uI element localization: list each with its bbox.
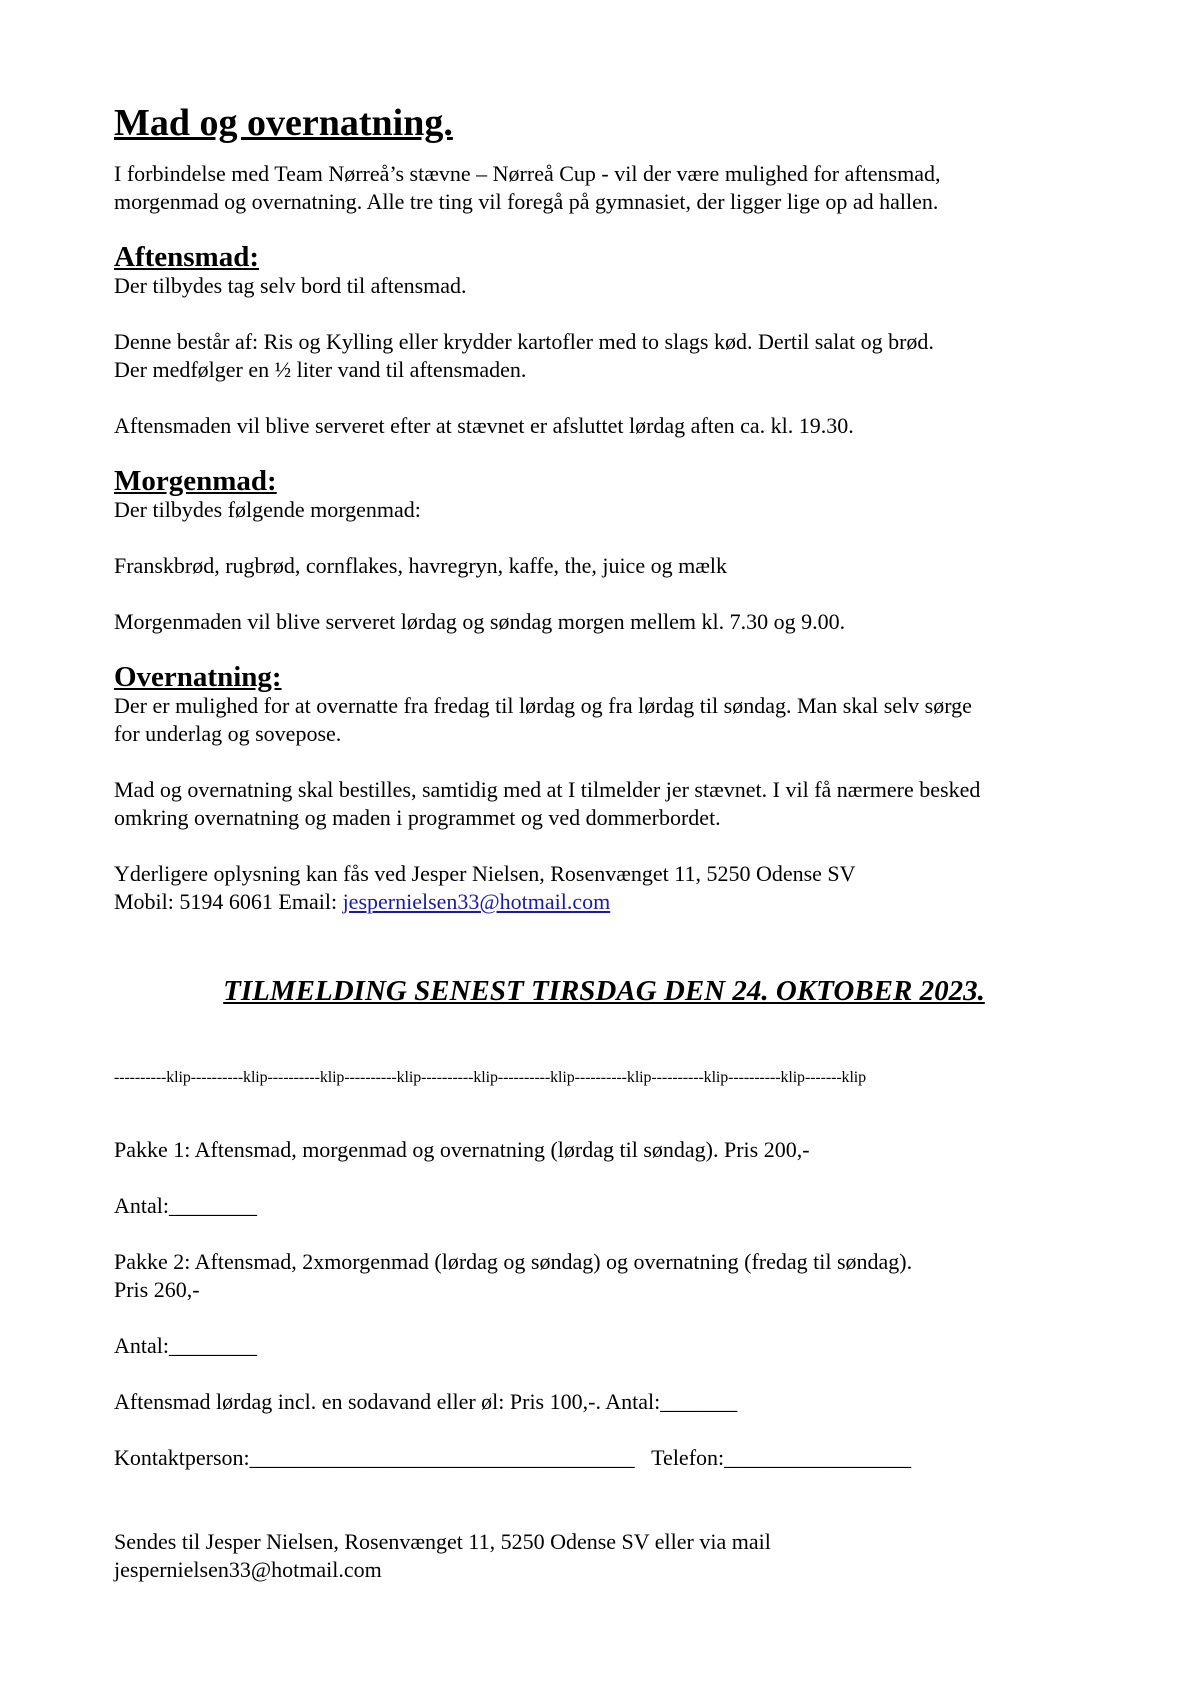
morgenmad-heading: Morgenmad: <box>114 465 277 497</box>
overnatning-line-1: Der er mulighed for at overnatte fra fredag til lørdag og fra lørdag til søndag. Man skal selv sørge <box>114 693 972 718</box>
pakke-2-price: Pris 260,- <box>114 1277 200 1302</box>
morgenmad-line-3: Morgenmaden vil blive serveret lørdag og søndag morgen mellem kl. 7.30 og 9.00. <box>114 609 846 634</box>
pakke-1-text: Pakke 1: Aftensmad, morgenmad og overnatning (lørdag til søndag). Pris 200,- <box>114 1137 810 1162</box>
overnatning-line-4: omkring overnatning og maden i programmet og ved dommerbordet. <box>114 805 721 830</box>
deadline-notice: TILMELDING SENEST TIRSDAG DEN 24. OKTOBER 2023. <box>223 975 985 1007</box>
intro-line-2: morgenmad og overnatning. Alle tre ting vil foregå på gymnasiet, der ligger lige op ad hallen. <box>114 189 939 214</box>
aftensmad-line-4: Aftensmaden vil blive serveret efter at stævnet er afsluttet lørdag aften ca. kl. 19.30. <box>114 413 854 438</box>
morgenmad-line-2: Franskbrød, rugbrød, cornflakes, havregryn, kaffe, the, juice og mælk <box>114 553 727 578</box>
contact-info-line: Yderligere oplysning kan fås ved Jesper Nielsen, Rosenvænget 11, 5250 Odense SV <box>114 861 856 886</box>
aftensmad-heading: Aftensmad: <box>114 241 259 273</box>
pakke-2-antal-field: Antal:________ <box>114 1333 257 1358</box>
footer-line-1: Sendes til Jesper Nielsen, Rosenvænget 11, 5250 Odense SV eller via mail <box>114 1529 771 1554</box>
overnatning-heading: Overnatning: <box>114 661 282 693</box>
kontaktperson-field: Kontaktperson:___________________________________ <box>114 1445 635 1470</box>
contact-fields-line <box>114 1444 1094 1472</box>
aftensmad-line-3: Der medfølger en ½ liter vand til aftensmaden. <box>114 357 527 382</box>
email-link[interactable]: jespernielsen33@hotmail.com <box>342 889 611 914</box>
morgenmad-line-1: Der tilbydes følgende morgenmad: <box>114 497 421 522</box>
aftensmad-line-1: Der tilbydes tag selv bord til aftensmad. <box>114 273 467 298</box>
overnatning-line-3: Mad og overnatning skal bestilles, samtidig med at I tilmelder jer stævnet. I vil få nærmere besked <box>114 777 981 802</box>
cut-line: ----------klip----------klip----------klip----------klip----------klip----------klip----------klip----------klip----------klip-------klip <box>114 1069 867 1086</box>
page-title: Mad og overnatning. <box>114 102 453 144</box>
pakke-2-text: Pakke 2: Aftensmad, 2xmorgenmad (lørdag og søndag) og overnatning (fredag til søndag). <box>114 1249 913 1274</box>
overnatning-line-2: for underlag og sovepose. <box>114 721 342 746</box>
intro-line-1: I forbindelse med Team Nørreå’s stævne – Nørreå Cup - vil der være mulighed for aftensmad, <box>114 161 941 186</box>
document-body <box>114 100 1094 1584</box>
contact-mobile-line <box>114 888 1094 916</box>
telefon-field: Telefon:_________________ <box>651 1445 912 1470</box>
pakke-1-antal-field: Antal:________ <box>114 1193 257 1218</box>
mobile-prefix: Mobil: 5194 6061 Email: <box>114 889 343 914</box>
aftensmad-line-2: Denne består af: Ris og Kylling eller krydder kartofler med to slags kød. Dertil salat og brød. <box>114 329 934 354</box>
aftensmad-order-line: Aftensmad lørdag incl. en sodavand eller øl: Pris 100,-. Antal:_______ <box>114 1389 738 1414</box>
footer-line-2: jespernielsen33@hotmail.com <box>114 1557 382 1582</box>
